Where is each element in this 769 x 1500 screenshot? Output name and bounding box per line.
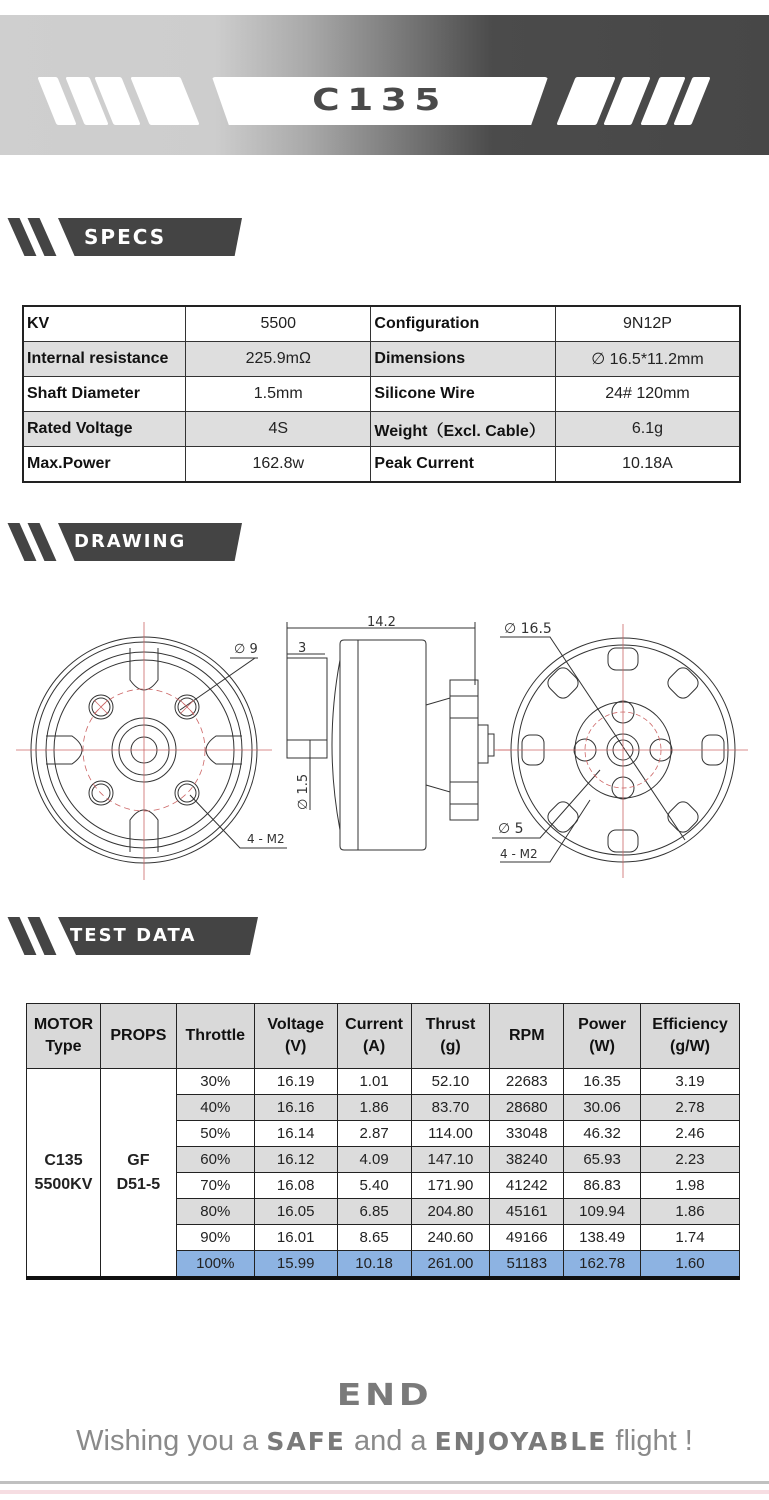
rear-screw-label: 4 - M2	[500, 847, 538, 861]
thrust-cell: 114.00	[411, 1121, 490, 1147]
rear-inner-dia-label: ∅ 5	[498, 821, 524, 837]
efficiency-cell: 2.23	[641, 1147, 740, 1173]
end-label: END	[336, 1378, 433, 1413]
section-title: TEST DATA	[70, 925, 197, 946]
current-cell: 5.40	[337, 1173, 411, 1199]
section-title: DRAWING	[74, 531, 187, 552]
motor-type-cell: C135 5500KV	[27, 1069, 101, 1279]
power-cell: 30.06	[564, 1095, 641, 1121]
spec-value: ∅ 16.5*11.2mm	[555, 342, 740, 377]
thrust-cell: 171.90	[411, 1173, 490, 1199]
voltage-cell: 16.19	[254, 1069, 337, 1095]
table-row	[27, 1069, 740, 1095]
power-cell: 138.49	[564, 1225, 641, 1251]
voltage-cell: 16.01	[254, 1225, 337, 1251]
current-cell: 1.86	[337, 1095, 411, 1121]
col-throttle: Throttle	[176, 1004, 254, 1069]
col-efficiency: Efficiency (g/W)	[641, 1004, 740, 1069]
efficiency-cell: 2.46	[641, 1121, 740, 1147]
spec-label: Weight（Excl. Cable）	[371, 412, 556, 447]
footer-divider	[0, 1481, 769, 1484]
spec-label: Peak Current	[371, 447, 556, 483]
throttle-cell: 40%	[176, 1095, 254, 1121]
specs-row	[23, 447, 740, 483]
specs-row	[23, 412, 740, 447]
thrust-cell: 240.60	[411, 1225, 490, 1251]
power-cell: 109.94	[564, 1199, 641, 1225]
front-screw-label: 4 - M2	[247, 832, 285, 846]
header-row	[27, 1004, 740, 1069]
footer-divider-pink	[0, 1490, 769, 1494]
spec-label: Rated Voltage	[23, 412, 186, 447]
closing-message	[0, 1425, 769, 1458]
specs-row	[23, 342, 740, 377]
rpm-cell: 49166	[490, 1225, 564, 1251]
section-header-drawing	[10, 523, 242, 561]
specs-row	[23, 306, 740, 342]
power-cell: 16.35	[564, 1069, 641, 1095]
current-cell: 10.18	[337, 1251, 411, 1279]
thrust-cell: 204.80	[411, 1199, 490, 1225]
power-cell: 162.78	[564, 1251, 641, 1279]
section-header-specs	[10, 218, 242, 256]
throttle-cell: 90%	[176, 1225, 254, 1251]
section-title: SPECS	[84, 225, 167, 249]
spec-label: Internal resistance	[23, 342, 186, 377]
efficiency-cell: 1.98	[641, 1173, 740, 1199]
voltage-cell: 16.08	[254, 1173, 337, 1199]
rear-dia-label: ∅ 16.5	[504, 621, 552, 637]
side-view-drawing	[270, 600, 510, 880]
voltage-cell: 16.14	[254, 1121, 337, 1147]
current-cell: 2.87	[337, 1121, 411, 1147]
spec-value: 9N12P	[555, 306, 740, 342]
front-dia-label: ∅ 9	[234, 642, 258, 657]
current-cell: 4.09	[337, 1147, 411, 1173]
efficiency-cell: 1.60	[641, 1251, 740, 1279]
throttle-cell: 50%	[176, 1121, 254, 1147]
spec-value: 24# 120mm	[555, 377, 740, 412]
specs-row	[23, 377, 740, 412]
specs-table	[22, 305, 741, 483]
throttle-cell: 30%	[176, 1069, 254, 1095]
title-banner	[0, 15, 769, 155]
voltage-cell: 16.12	[254, 1147, 337, 1173]
spec-label: Shaft Diameter	[23, 377, 186, 412]
spec-value: 162.8w	[186, 447, 371, 483]
rpm-cell: 41242	[490, 1173, 564, 1199]
throttle-cell: 70%	[176, 1173, 254, 1199]
spec-label: Silicone Wire	[371, 377, 556, 412]
voltage-cell: 16.05	[254, 1199, 337, 1225]
efficiency-cell: 3.19	[641, 1069, 740, 1095]
wish-text: and a	[345, 1425, 435, 1457]
side-shaft-len-label: 3	[298, 641, 307, 656]
product-title: C135	[312, 83, 448, 118]
power-cell: 46.32	[564, 1121, 641, 1147]
wish-enjoyable: ENJOYABLE	[434, 1427, 608, 1456]
throttle-cell: 100%	[176, 1251, 254, 1279]
wish-text: flight !	[607, 1425, 693, 1457]
spec-value: 1.5mm	[186, 377, 371, 412]
rpm-cell: 51183	[490, 1251, 564, 1279]
spec-value: 4S	[186, 412, 371, 447]
col-voltage: Voltage (V)	[254, 1004, 337, 1069]
wish-safe: SAFE	[266, 1427, 346, 1456]
voltage-cell: 16.16	[254, 1095, 337, 1121]
throttle-cell: 80%	[176, 1199, 254, 1225]
current-cell: 6.85	[337, 1199, 411, 1225]
throttle-cell: 60%	[176, 1147, 254, 1173]
rpm-cell: 38240	[490, 1147, 564, 1173]
props-cell: GF D51-5	[100, 1069, 176, 1279]
col-motor-type: MOTOR Type	[27, 1004, 101, 1069]
rear-view-drawing	[480, 600, 769, 890]
side-length-label: 14.2	[367, 615, 396, 630]
front-view-drawing	[0, 590, 290, 890]
spec-label: Configuration	[371, 306, 556, 342]
efficiency-cell: 2.78	[641, 1095, 740, 1121]
spec-value: 10.18A	[555, 447, 740, 483]
spec-value: 225.9mΩ	[186, 342, 371, 377]
spec-label: Max.Power	[23, 447, 186, 483]
power-cell: 65.93	[564, 1147, 641, 1173]
col-current: Current (A)	[337, 1004, 411, 1069]
rpm-cell: 33048	[490, 1121, 564, 1147]
current-cell: 8.65	[337, 1225, 411, 1251]
thrust-cell: 261.00	[411, 1251, 490, 1279]
col-power: Power (W)	[564, 1004, 641, 1069]
efficiency-cell: 1.74	[641, 1225, 740, 1251]
spec-label: KV	[23, 306, 186, 342]
power-cell: 86.83	[564, 1173, 641, 1199]
efficiency-cell: 1.86	[641, 1199, 740, 1225]
side-shaft-dia-label: ∅ 1.5	[296, 773, 311, 810]
rpm-cell: 28680	[490, 1095, 564, 1121]
current-cell: 1.01	[337, 1069, 411, 1095]
thrust-cell: 83.70	[411, 1095, 490, 1121]
spec-value: 5500	[186, 306, 371, 342]
spec-value: 6.1g	[555, 412, 740, 447]
col-rpm: RPM	[490, 1004, 564, 1069]
col-thrust: Thrust (g)	[411, 1004, 490, 1069]
thrust-cell: 52.10	[411, 1069, 490, 1095]
voltage-cell: 15.99	[254, 1251, 337, 1279]
col-props: PROPS	[100, 1004, 176, 1069]
section-header-test-data	[10, 917, 260, 955]
test-data-table	[26, 1003, 740, 1280]
thrust-cell: 147.10	[411, 1147, 490, 1173]
wish-text: Wishing you a	[76, 1425, 267, 1457]
spec-label: Dimensions	[371, 342, 556, 377]
rpm-cell: 45161	[490, 1199, 564, 1225]
rpm-cell: 22683	[490, 1069, 564, 1095]
